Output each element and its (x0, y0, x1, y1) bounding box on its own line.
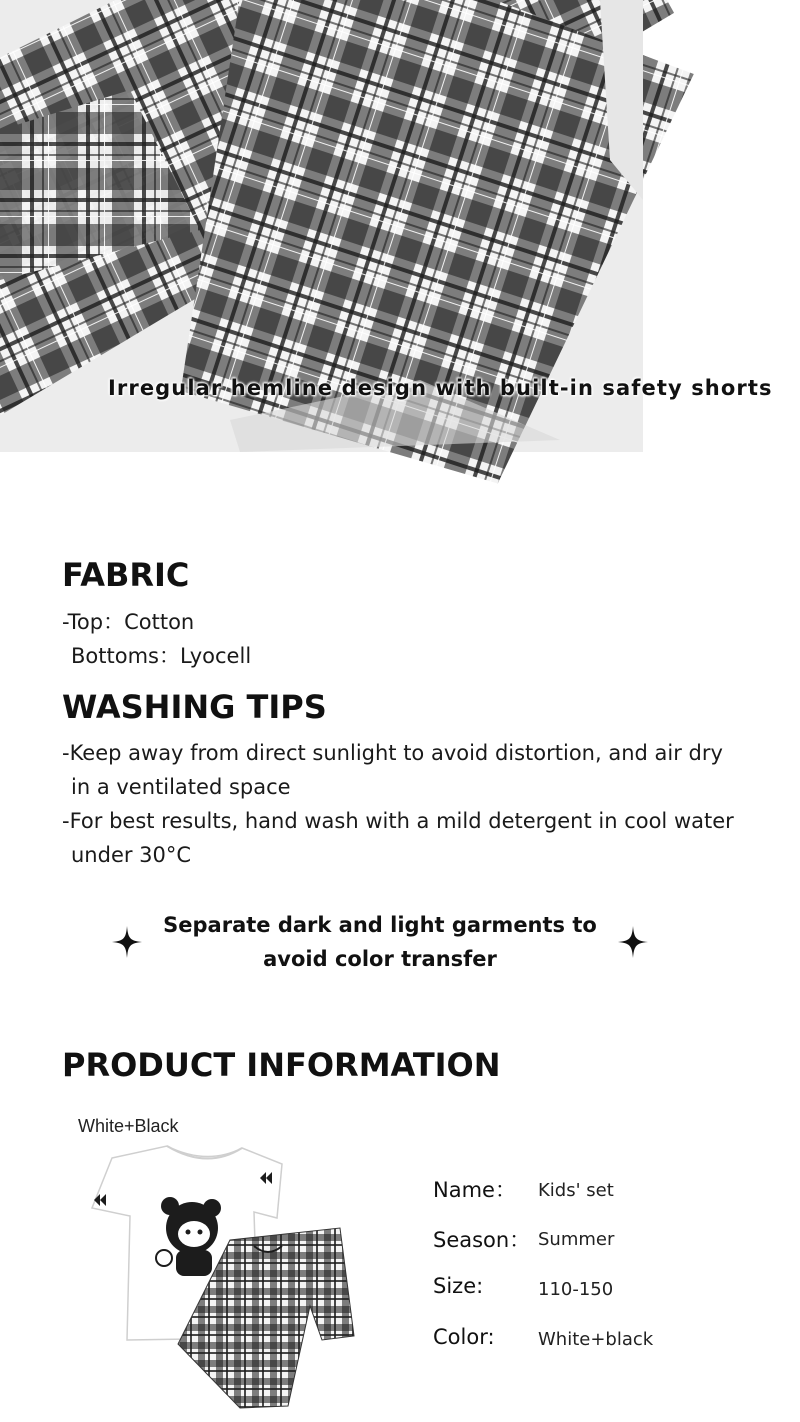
color-transfer-callout (160, 908, 600, 976)
washing-tip-2-cont: under 30°C (71, 843, 192, 867)
washing-tip-1: -Keep away from direct sunlight to avoid distortion, and air dry (62, 741, 723, 765)
info-season-value: Summer (538, 1229, 615, 1250)
product-image (72, 1108, 372, 1413)
info-color-value: White+black (538, 1329, 654, 1350)
washing-heading: WASHING TIPS (62, 688, 327, 726)
info-name-value: Kids' set (538, 1180, 614, 1201)
product-heading: PRODUCT INFORMATION (62, 1046, 501, 1084)
info-size-value: 110-150 (538, 1279, 614, 1300)
hero-caption: Irregular hemline design with built-in safety shorts (108, 376, 773, 400)
product-image-label: White+Black (78, 1116, 179, 1136)
washing-tip-1-cont: in a ventilated space (71, 775, 291, 799)
info-color-label: Color: (433, 1325, 495, 1349)
kids-set-illustration (72, 1108, 372, 1413)
hero-image (0, 0, 773, 452)
info-name-label: Name： (433, 1178, 516, 1202)
callout-line-2: avoid color transfer (263, 947, 497, 971)
fabric-top: -Top：Cotton (62, 610, 195, 634)
callout-line-1: Separate dark and light garments to (163, 913, 597, 937)
sparkle-icon (618, 926, 648, 963)
info-size-label: Size: (433, 1274, 484, 1298)
sparkle-icon (112, 926, 142, 963)
washing-tip-2: -For best results, hand wash with a mild detergent in cool water (62, 809, 734, 833)
fabric-bottoms: Bottoms：Lyocell (71, 644, 252, 668)
info-season-label: Season： (433, 1228, 531, 1252)
fabric-heading: FABRIC (62, 556, 190, 594)
